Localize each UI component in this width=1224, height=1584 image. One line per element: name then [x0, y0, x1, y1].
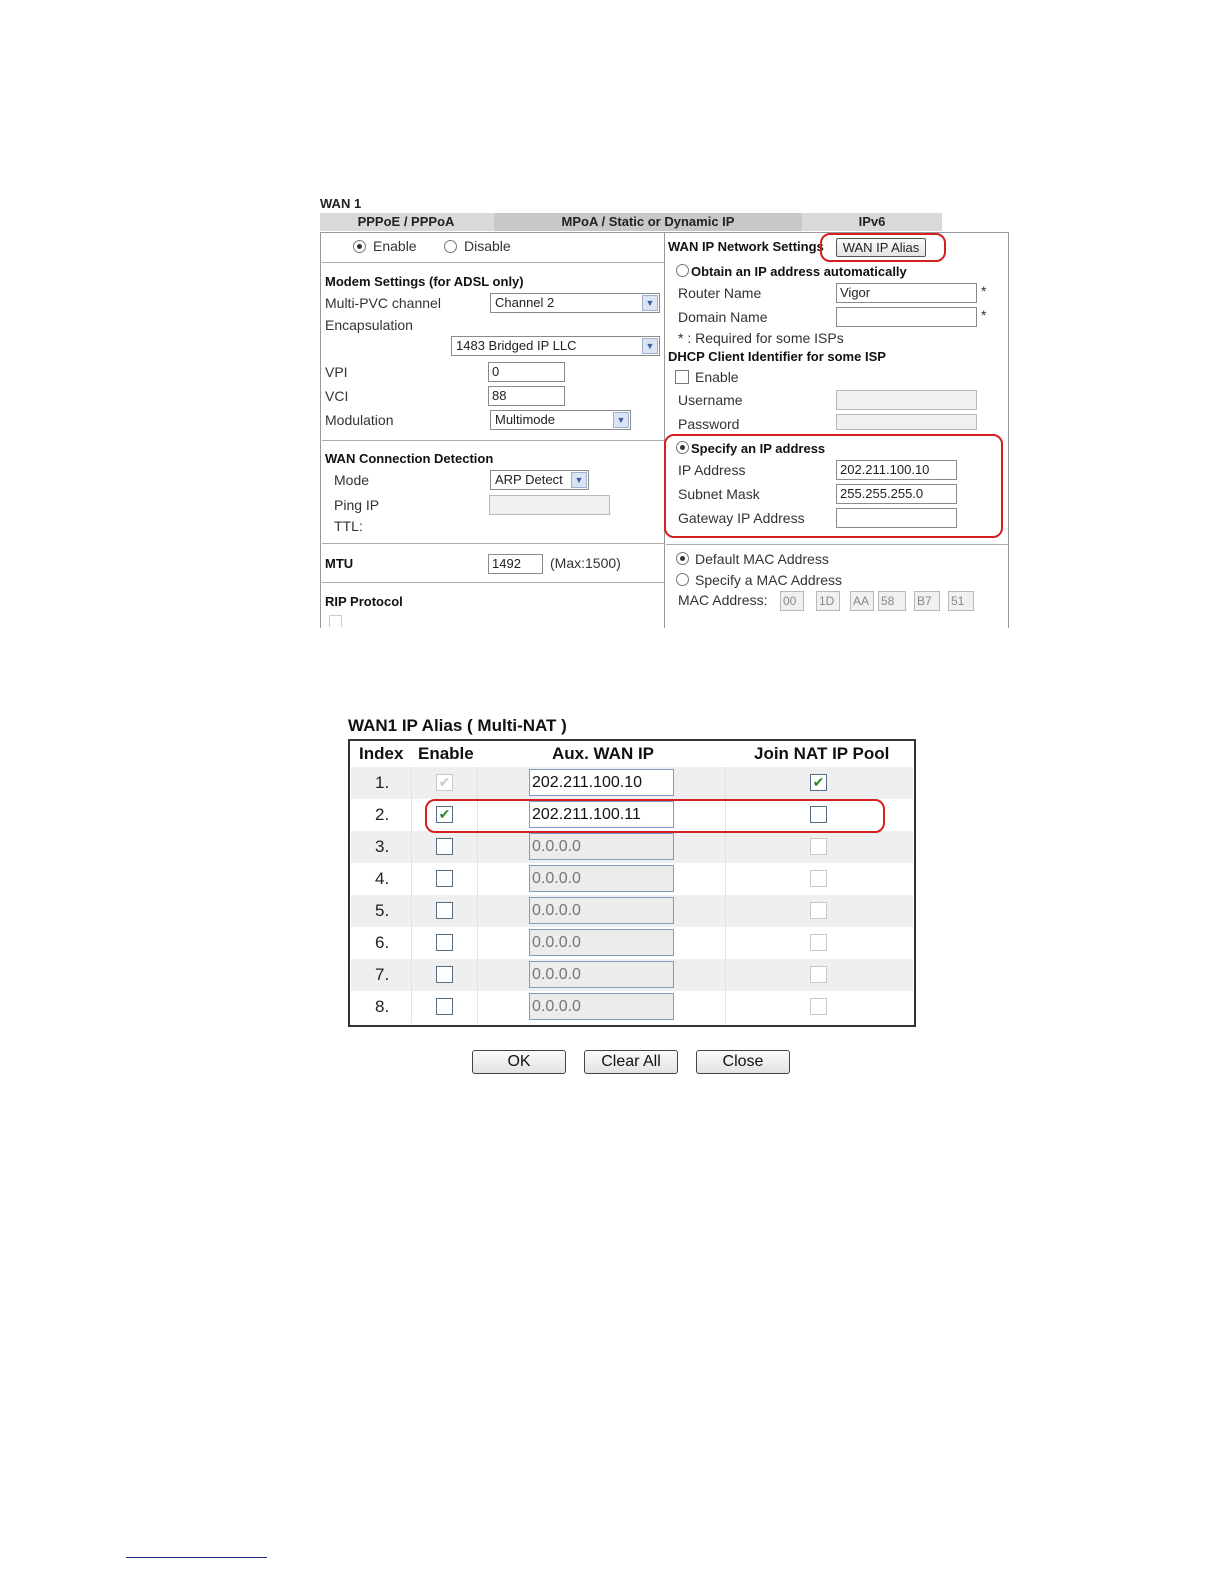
- clear-all-button[interactable]: Clear All: [584, 1050, 678, 1074]
- row-index: 8.: [375, 997, 390, 1016]
- aux-wan-ip-input[interactable]: 0.0.0.0: [529, 833, 674, 860]
- router-name-input[interactable]: Vigor: [836, 283, 977, 303]
- ping-ip-input[interactable]: [489, 495, 610, 515]
- tab-mpoa[interactable]: MPoA / Static or Dynamic IP: [561, 214, 735, 229]
- cell-separator: [725, 991, 726, 1023]
- ok-button[interactable]: OK: [472, 1050, 566, 1074]
- cell-separator: [411, 831, 412, 863]
- header-join-pool: Join NAT IP Pool: [754, 744, 890, 763]
- table-row: [351, 767, 913, 799]
- encapsulation-select[interactable]: [451, 336, 660, 356]
- vpi-label: VPI: [325, 364, 348, 380]
- mac-octet-4[interactable]: 58: [878, 591, 906, 611]
- cell-separator: [725, 863, 726, 895]
- join-nat-pool-checkbox[interactable]: [810, 966, 827, 983]
- mac-octet-2[interactable]: 1D: [816, 591, 840, 611]
- dhcp-enable-checkbox[interactable]: [675, 370, 689, 384]
- ip-address-label: IP Address: [678, 462, 746, 478]
- encapsulation-value: 1483 Bridged IP LLC: [456, 338, 577, 353]
- cell-separator: [411, 991, 412, 1023]
- table-row: [351, 991, 913, 1023]
- table-row: [351, 863, 913, 895]
- join-nat-pool-checkbox[interactable]: ✔: [810, 774, 827, 791]
- row-index: 2.: [375, 805, 390, 824]
- cell-separator: [411, 959, 412, 991]
- required-star: *: [981, 283, 987, 299]
- multi-pvc-label: Multi-PVC channel: [325, 295, 441, 311]
- cell-separator: [477, 895, 478, 927]
- separator: [666, 544, 1008, 545]
- dhcp-title: DHCP Client Identifier for some ISP: [668, 349, 886, 364]
- domain-name-label: Domain Name: [678, 309, 768, 325]
- enable-checkbox[interactable]: [436, 966, 453, 983]
- disable-radio[interactable]: [444, 240, 457, 253]
- default-mac-radio[interactable]: [676, 552, 689, 565]
- multi-pvc-select[interactable]: [490, 293, 660, 313]
- table-row: [351, 959, 913, 991]
- cell-separator: [411, 767, 412, 799]
- specify-mac-label: Specify a MAC Address: [695, 572, 843, 588]
- cell-separator: [411, 895, 412, 927]
- cell-separator: [725, 831, 726, 863]
- ping-ip-label: Ping IP: [334, 497, 380, 513]
- vci-label: VCI: [325, 388, 349, 404]
- close-button[interactable]: Close: [696, 1050, 790, 1074]
- detection-title: WAN Connection Detection: [325, 451, 494, 466]
- mode-select[interactable]: [490, 470, 589, 490]
- ip-address-input[interactable]: 202.211.100.10: [836, 460, 957, 480]
- required-note: * : Required for some ISPs: [678, 330, 844, 346]
- cell-separator: [477, 831, 478, 863]
- vci-input[interactable]: 88: [488, 386, 565, 406]
- header-index: Index: [359, 744, 404, 763]
- row-index: 4.: [375, 869, 390, 888]
- obtain-label: Obtain an IP address automatically: [691, 264, 907, 279]
- aux-wan-ip-input[interactable]: 0.0.0.0: [529, 865, 674, 892]
- multi-pvc-value: Channel 2: [495, 295, 555, 310]
- rip-checkbox[interactable]: [329, 615, 342, 627]
- rip-title: RIP Protocol: [325, 594, 403, 609]
- highlight-alias-button: [820, 233, 946, 262]
- alias-title: WAN1 IP Alias ( Multi-NAT ): [348, 716, 567, 735]
- row-index: 3.: [375, 837, 390, 856]
- mode-label: Mode: [334, 472, 370, 488]
- mtu-max: (Max:1500): [550, 555, 621, 571]
- mtu-input[interactable]: 1492: [488, 554, 543, 574]
- default-mac-label: Default MAC Address: [695, 551, 829, 567]
- specify-mac-radio[interactable]: [676, 573, 689, 586]
- cell-separator: [725, 767, 726, 799]
- cell-separator: [411, 863, 412, 895]
- password-input[interactable]: [836, 414, 977, 430]
- cell-separator: [477, 927, 478, 959]
- cell-separator: [411, 799, 412, 831]
- enable-checkbox[interactable]: [436, 998, 453, 1015]
- cell-separator: [477, 767, 478, 799]
- router-name-label: Router Name: [678, 285, 762, 301]
- aux-wan-ip-input[interactable]: 0.0.0.0: [529, 897, 674, 924]
- highlight-specify-ip: [664, 434, 1003, 538]
- enable-label: Enable: [373, 238, 417, 254]
- username-label: Username: [678, 392, 743, 408]
- cell-separator: [725, 927, 726, 959]
- mode-value: ARP Detect: [495, 472, 563, 487]
- password-label: Password: [678, 416, 740, 432]
- required-star: *: [981, 307, 987, 323]
- aux-wan-ip-input[interactable]: 0.0.0.0: [529, 993, 674, 1020]
- aux-wan-ip-input[interactable]: 0.0.0.0: [529, 929, 674, 956]
- mac-octet-1[interactable]: 00: [780, 591, 804, 611]
- cell-separator: [477, 959, 478, 991]
- separator: [322, 440, 664, 441]
- subnet-input[interactable]: 255.255.255.0: [836, 484, 957, 504]
- table-row: [351, 831, 913, 863]
- mac-octet-6[interactable]: 51: [948, 591, 974, 611]
- footnote-rule: [126, 1557, 267, 1558]
- row-index: 7.: [375, 965, 390, 984]
- obtain-radio[interactable]: [676, 264, 689, 277]
- cell-separator: [725, 895, 726, 927]
- row-index: 6.: [375, 933, 390, 952]
- modulation-value: Multimode: [495, 412, 555, 427]
- enable-radio[interactable]: [353, 240, 366, 253]
- wan-ip-alias-button[interactable]: WAN IP Alias: [836, 238, 926, 257]
- gateway-label: Gateway IP Address: [678, 510, 805, 526]
- subnet-label: Subnet Mask: [678, 486, 760, 502]
- row-index: 5.: [375, 901, 390, 920]
- ttl-label: TTL:: [334, 518, 363, 534]
- cell-separator: [725, 959, 726, 991]
- tab-ipv6[interactable]: IPv6: [858, 214, 886, 229]
- modulation-select[interactable]: [490, 410, 631, 430]
- specify-label: Specify an IP address: [691, 441, 826, 456]
- wan-title: WAN 1: [320, 196, 362, 211]
- aux-wan-ip-input[interactable]: 202.211.100.11: [529, 801, 674, 828]
- username-input[interactable]: [836, 390, 977, 410]
- enable-checkbox[interactable]: [436, 838, 453, 855]
- modulation-label: Modulation: [325, 412, 394, 428]
- header-enable: Enable: [418, 744, 474, 763]
- join-nat-pool-checkbox[interactable]: [810, 998, 827, 1015]
- encapsulation-label: Encapsulation: [325, 317, 413, 333]
- enable-checkbox[interactable]: ✔: [436, 774, 453, 791]
- join-nat-pool-checkbox[interactable]: [810, 870, 827, 887]
- join-nat-pool-checkbox[interactable]: [810, 838, 827, 855]
- aux-wan-ip-input[interactable]: 202.211.100.10: [529, 769, 674, 796]
- chevron-down-icon: ▼: [571, 472, 587, 488]
- table-row: [351, 895, 913, 927]
- vpi-input[interactable]: 0: [488, 362, 565, 382]
- separator: [322, 543, 664, 544]
- enable-checkbox[interactable]: [436, 934, 453, 951]
- modem-settings-title: Modem Settings (for ADSL only): [325, 274, 524, 289]
- cell-separator: [411, 927, 412, 959]
- separator: [322, 582, 664, 583]
- join-nat-pool-checkbox[interactable]: [810, 902, 827, 919]
- aux-wan-ip-input[interactable]: 0.0.0.0: [529, 961, 674, 988]
- enable-checkbox[interactable]: [436, 870, 453, 887]
- highlight-row-2: [425, 799, 885, 833]
- tab-pppoe[interactable]: PPPoE / PPPoA: [357, 214, 455, 229]
- domain-name-input[interactable]: [836, 307, 977, 327]
- mac-label: MAC Address:: [678, 592, 768, 608]
- separator: [322, 262, 664, 263]
- header-aux-ip: Aux. WAN IP: [552, 744, 655, 763]
- enable-checkbox[interactable]: [436, 902, 453, 919]
- chevron-down-icon: ▼: [613, 412, 629, 428]
- mtu-label: MTU: [325, 556, 354, 571]
- mac-octet-5[interactable]: B7: [914, 591, 940, 611]
- dhcp-enable-label: Enable: [695, 369, 739, 385]
- chevron-down-icon: ▼: [642, 338, 658, 354]
- chevron-down-icon: ▼: [642, 295, 658, 311]
- cell-separator: [477, 991, 478, 1023]
- disable-label: Disable: [464, 238, 511, 254]
- join-nat-pool-checkbox[interactable]: [810, 934, 827, 951]
- row-index: 1.: [375, 773, 390, 792]
- cell-separator: [477, 863, 478, 895]
- enable-checkbox[interactable]: ✔: [436, 806, 453, 823]
- panel-divider: [664, 232, 665, 628]
- mac-octet-3[interactable]: AA: [850, 591, 874, 611]
- net-settings-title: WAN IP Network Settings: [668, 239, 824, 254]
- table-row: [351, 927, 913, 959]
